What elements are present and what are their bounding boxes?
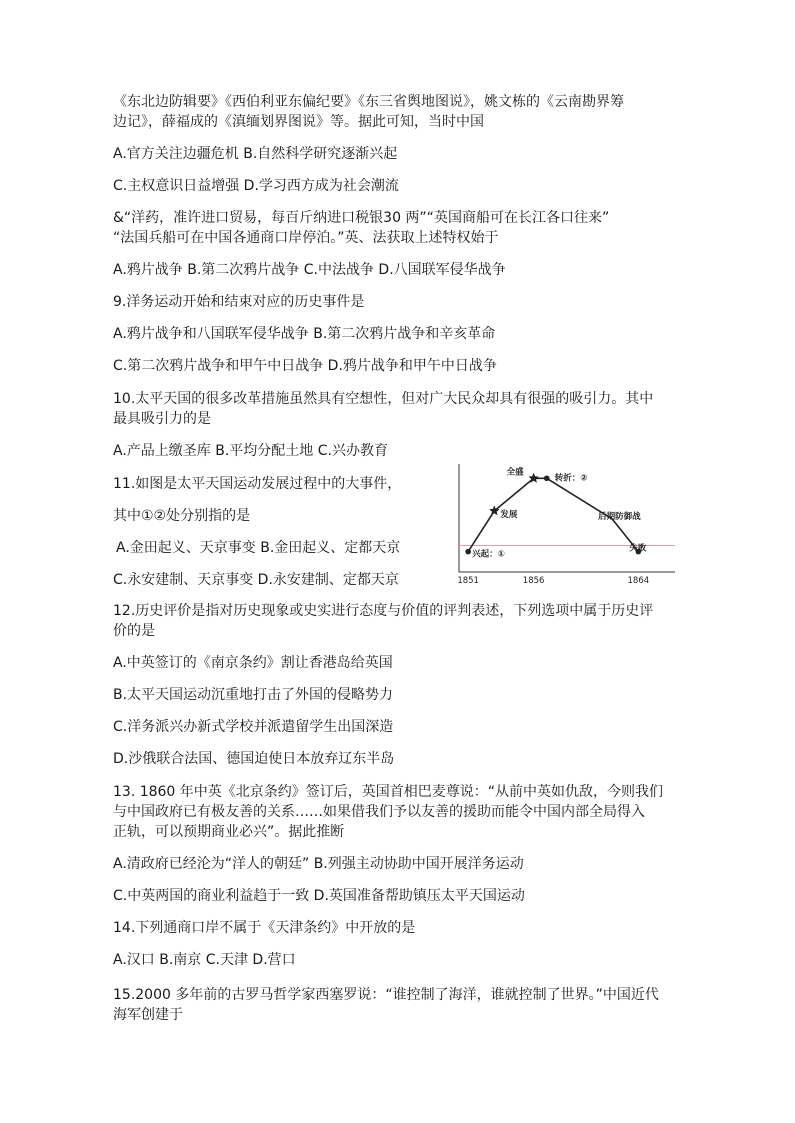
chart-ticks xyxy=(457,576,649,586)
q11-stem-line-2: 其中①②处分别指的是 xyxy=(113,508,251,524)
q12-option-d: D.沙俄联合法国、德国迫使日本放弃辽东半岛 xyxy=(113,751,395,767)
q11-stem-line-1: 11.如图是太平天国运动发展过程中的大事件， xyxy=(113,476,402,492)
q13-stem-line-1: 13. 1860 年中英《北京条约》签订后，英国首相巴麦尊说：“从前中英如仇敌，今则我们 xyxy=(113,784,664,800)
chart-point-label-6: 失败 xyxy=(629,543,647,554)
chart-x-tick-label-3: 1864 xyxy=(627,576,650,586)
q12-stem-line-2: 价的是 xyxy=(113,623,155,639)
q14-stem: 14.下列通商口岸不属于《天津条约》中开放的是 xyxy=(113,920,416,936)
taiping-timeline-chart xyxy=(447,460,679,592)
q13-stem-line-2: 与中国政府已有极友善的关系……如果借我们予以友善的援助而能令中国内部全局得入 xyxy=(113,804,645,820)
chart-point-label-4: 转折：② xyxy=(554,473,588,484)
q13-options-cd: C.中英两国的商业利益趋于一致 D.英国准备帮助镇压太平天国运动 xyxy=(113,888,525,904)
intro-line-1: 《东北边防辑要》《西伯利亚东偏纪要》《东三省舆地图说》，姚文栋的《云南勘界筹 xyxy=(113,94,624,110)
chart-point-4 xyxy=(544,475,550,481)
intro-line-2: 边记》，薛福成的《滇缅划界图说》等。据此可知，当时中国 xyxy=(113,114,484,130)
q7-options-cd: C.主权意识日益增强 D.学习西方成为社会潮流 xyxy=(113,178,399,194)
chart-x-tick-label-2: 1856 xyxy=(522,576,545,586)
q7-options-ab: A.官方关注边疆危机 B.自然科学研究逐渐兴起 xyxy=(113,146,398,162)
q11-options-ab: A.金田起义、天京事变 B.金田起义、定都天京 xyxy=(116,540,401,556)
q11-options-cd: C.永安建制、天京事变 D.永安建制、定都天京 xyxy=(113,572,399,588)
q15-stem-line-2: 海军创建于 xyxy=(113,1007,183,1023)
chart-point-1 xyxy=(465,549,471,555)
q13-options-ab: A.清政府已经沦为“洋人的朝廷” B.列强主动协助中国开展洋务运动 xyxy=(113,856,524,872)
q9-options-ab: A.鸦片战争和八国联军侵华战争 B.第二次鸦片战争和辛亥革命 xyxy=(113,326,496,342)
q10-stem-line-2: 最具吸引力的是 xyxy=(113,411,211,427)
q14-options: A.汉口 B.南京 C.天津 D.营口 xyxy=(113,952,296,968)
q12-option-a: A.中英签订的《南京条约》割让香港岛给英国 xyxy=(113,655,393,671)
q15-stem-line-1: 15.2000 多年前的古罗马哲学家西塞罗说：“谁控制了海洋，谁就控制了世界。”中国近代 xyxy=(113,987,659,1003)
q9-stem: 9.洋务运动开始和结束对应的历史事件是 xyxy=(113,294,365,310)
q9-options-cd: C.第二次鸦片战争和甲午中日战争 D.鸦片战争和甲午中日战争 xyxy=(113,358,497,374)
chart-point-label-5: 后期防御战 xyxy=(598,512,641,523)
chart-point-label-1: 兴起：① xyxy=(472,549,505,560)
q12-option-b: B.太平天国运动沉重地打击了外国的侵略势力 xyxy=(113,687,394,703)
chart-point-label-2: 发展 xyxy=(500,509,518,520)
q10-stem-line-1: 10.太平天国的很多改革措施虽然具有空想性，但对广大民众却具有很强的吸引力。其中 xyxy=(113,391,654,407)
chart-x-tick-label-1: 1851 xyxy=(457,576,479,586)
q12-stem-line-1: 12.历史评价是指对历史现象或史实进行态度与价值的评判表述，下列选项中属于历史评 xyxy=(113,603,654,619)
chart-point-label-3: 全盛 xyxy=(506,467,524,478)
q8-stem-line-1: &“洋药，准许进口贸易，每百斤纳进口税银30 两”“英国商船可在长江各口往来” xyxy=(113,210,610,226)
q13-stem-line-3: 正轨，可以预期商业必兴”。据此推断 xyxy=(113,824,345,840)
q12-option-c: C.洋务派兴办新式学校并派遣留学生出国深造 xyxy=(113,719,394,735)
q8-options: A.鸦片战争 B.第二次鸦片战争 C.中法战争 D.八国联军侵华战争 xyxy=(113,262,506,278)
q8-stem-line-2: “法国兵船可在中国各通商口岸停泊。”英、法获取上述特权始于 xyxy=(113,230,499,246)
q10-options: A.产品上缴圣库 B.平均分配土地 C.兴办教育 xyxy=(113,443,388,459)
